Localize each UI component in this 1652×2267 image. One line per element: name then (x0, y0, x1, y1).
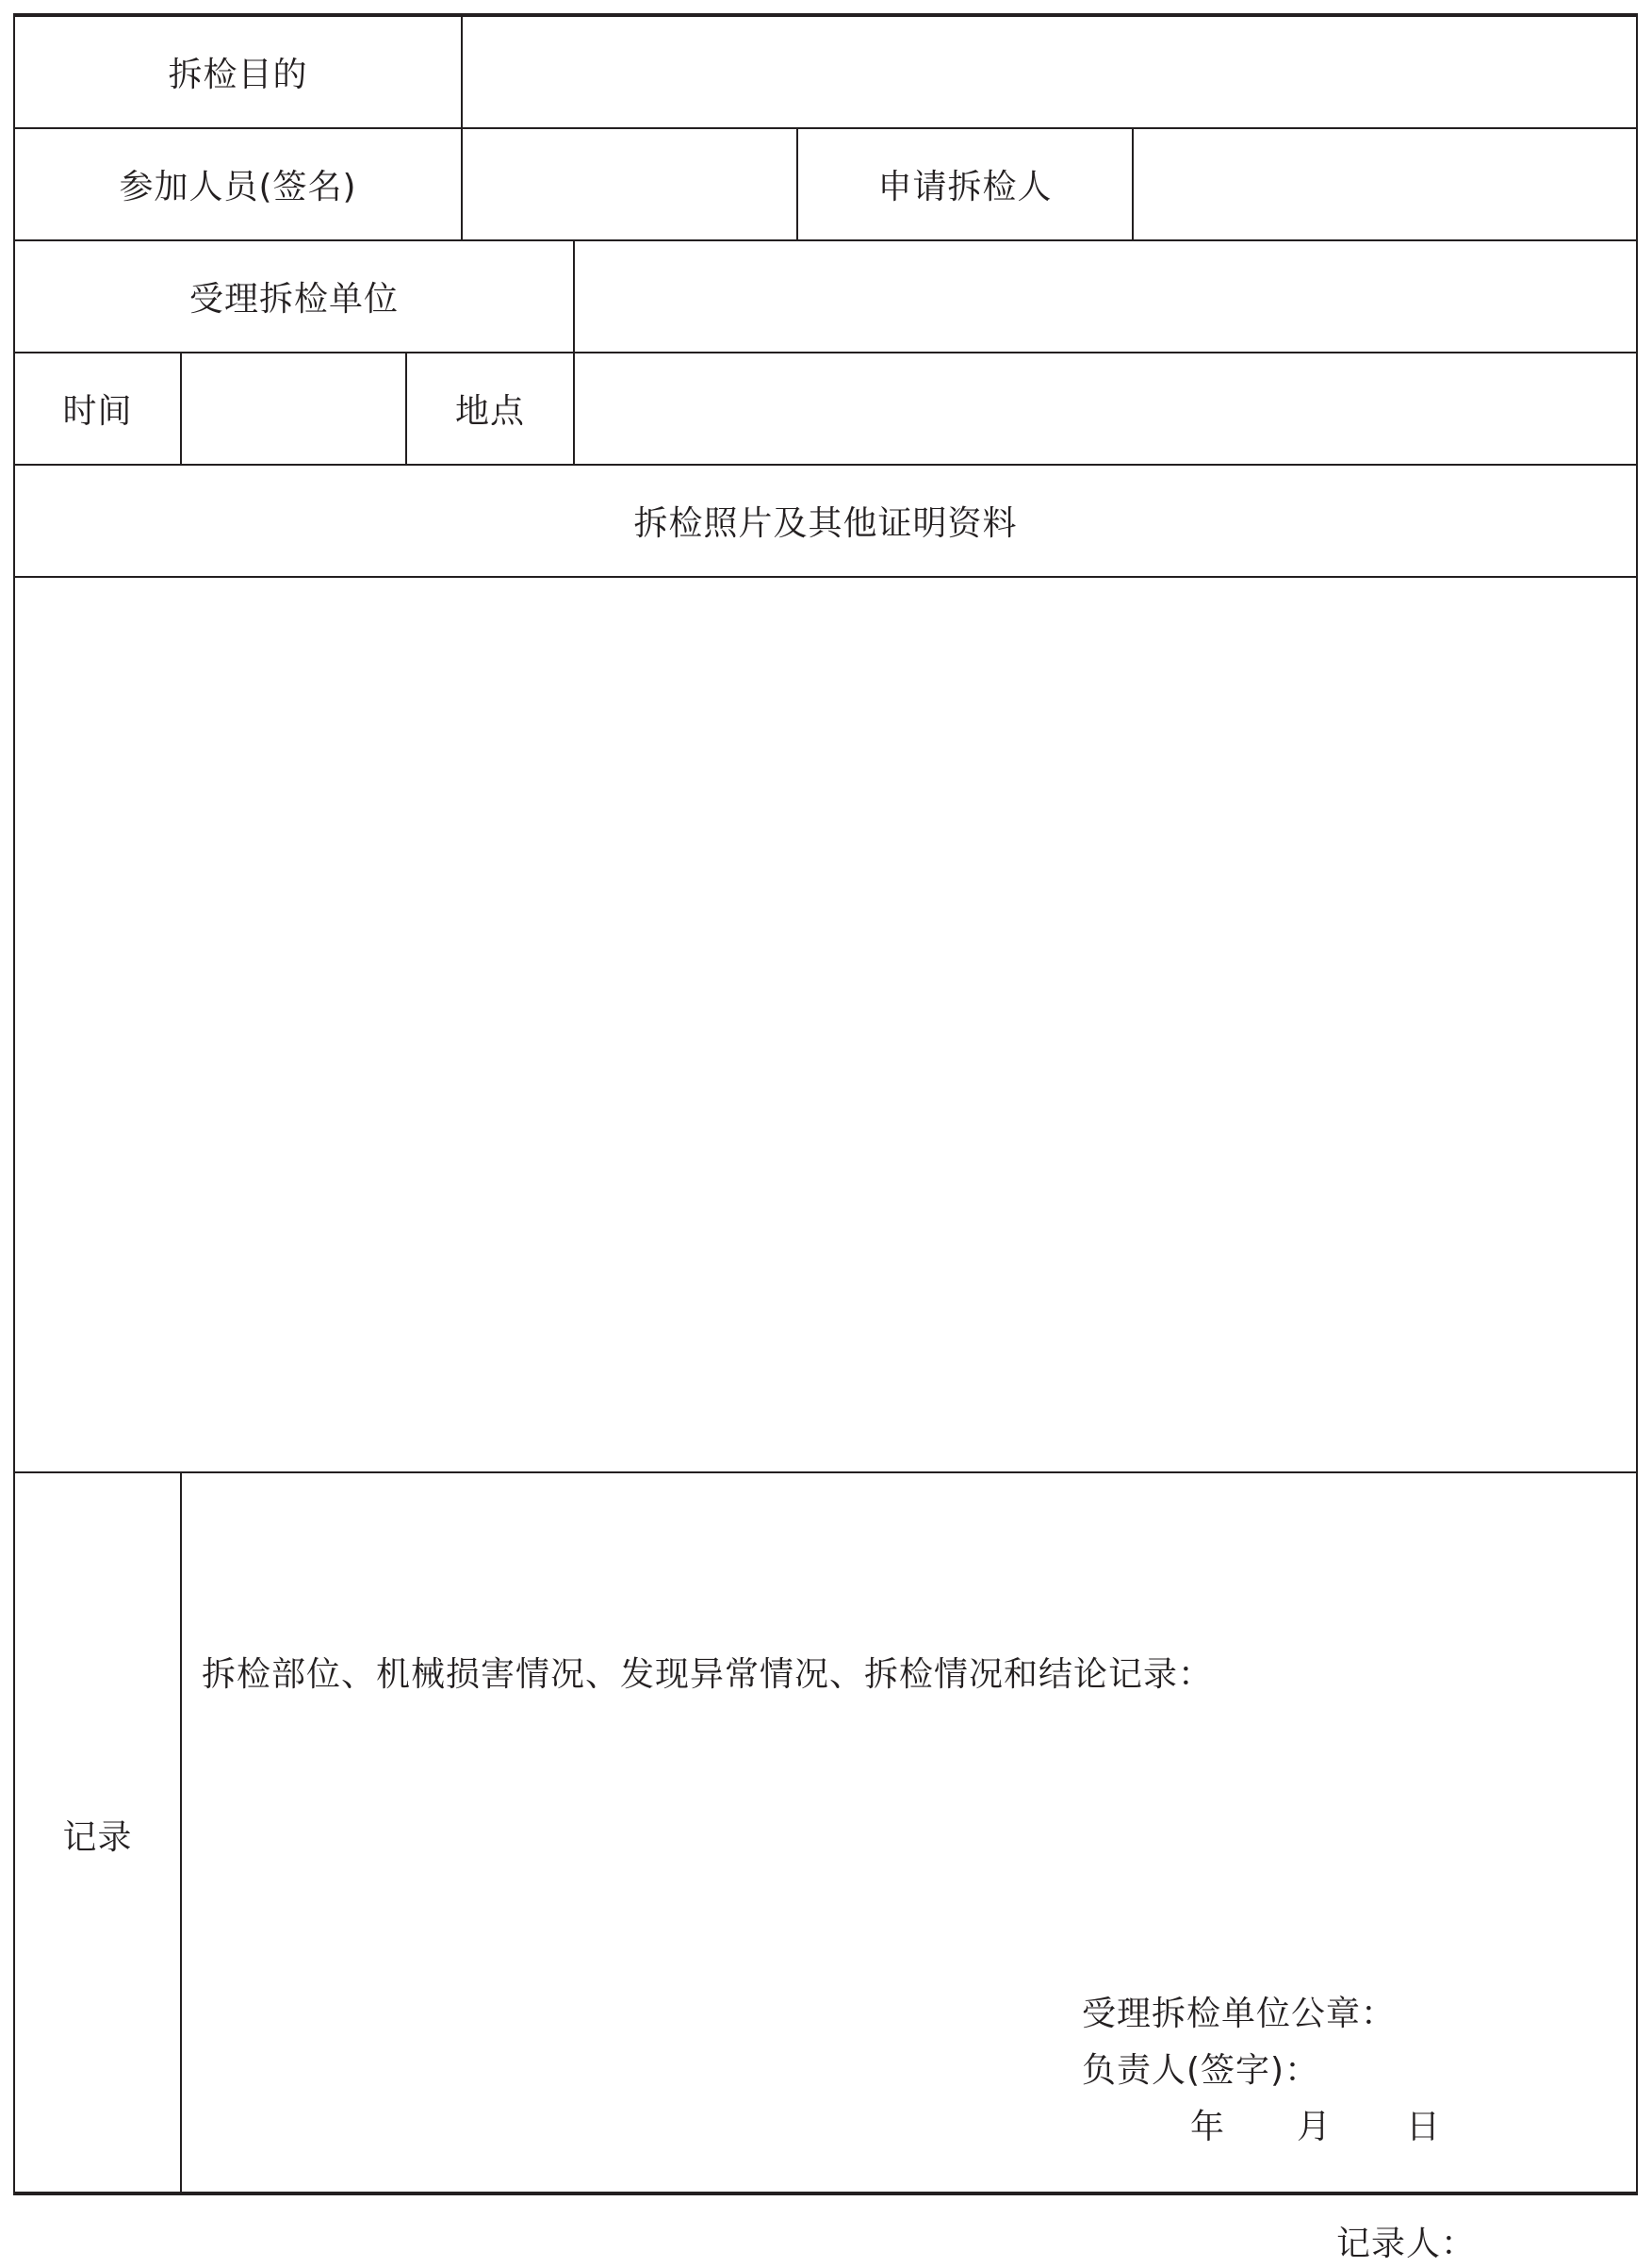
photos-heading: 拆检照片及其他证明资料 (633, 504, 1018, 543)
location-label: 地点 (454, 392, 525, 431)
inspection-form-table (13, 13, 1638, 2195)
col-divider-record (180, 1471, 182, 2195)
unit-value[interactable] (575, 241, 1636, 352)
date-year: 年 (1190, 2108, 1226, 2146)
purpose-value[interactable] (463, 17, 1636, 127)
participants-value[interactable] (463, 129, 796, 239)
recorder-label: 记录人： (1336, 2225, 1477, 2263)
purpose-label: 拆检目的 (168, 56, 308, 94)
unit-label: 受理拆检单位 (188, 280, 399, 319)
applicant-label: 申请拆检人 (877, 168, 1053, 206)
applicant-value[interactable] (1134, 129, 1636, 239)
photos-area[interactable] (15, 578, 1636, 1471)
record-label: 记录 (62, 1817, 133, 1857)
time-value[interactable] (182, 353, 405, 464)
date-day: 日 (1406, 2108, 1442, 2146)
unit-seal-label: 受理拆检单位公章： (1082, 1995, 1397, 2033)
row-divider-6 (15, 1471, 1636, 1473)
record-description: 拆检部位、机械损害情况、发现异常情况、拆检情况和结论记录： (202, 1655, 1214, 1694)
responsible-signature-label: 负责人(签字)： (1082, 2051, 1320, 2090)
participants-label: 参加人员(签名) (119, 168, 357, 206)
date-month: 月 (1297, 2108, 1333, 2146)
time-label: 时间 (62, 392, 133, 431)
location-value[interactable] (575, 353, 1636, 464)
